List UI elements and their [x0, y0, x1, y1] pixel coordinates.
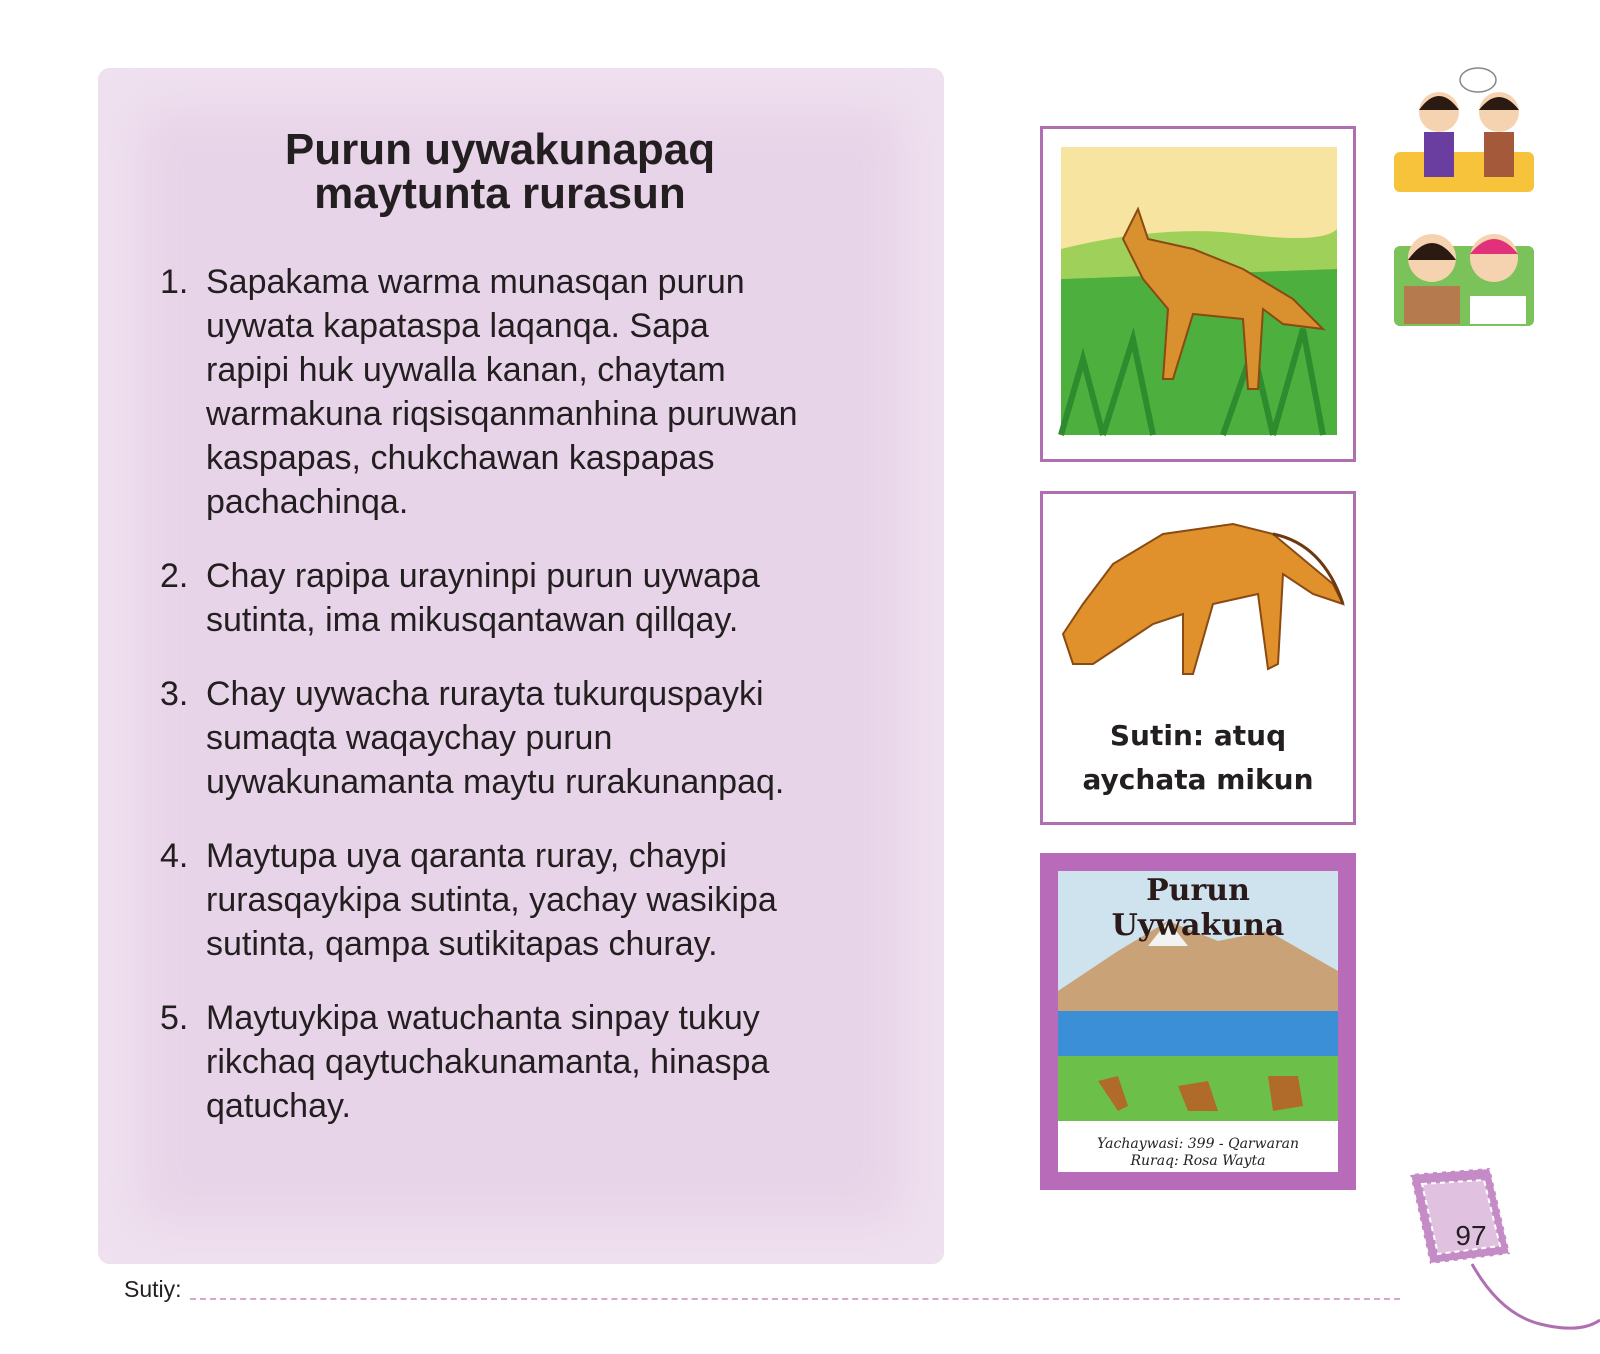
step-line: uywata kapataspa laqanqa. Sapa: [206, 307, 709, 345]
writing-kids-icon: [1394, 216, 1534, 334]
step-line: Sapakama warma munasqan purun: [206, 263, 745, 301]
caption-line: Sutin: atuq: [1109, 719, 1287, 752]
step-line: Chay rapipa urayninpi purun uywapa: [206, 557, 760, 595]
name-writing-line[interactable]: [190, 1298, 1400, 1300]
step-number: 1.: [160, 263, 189, 301]
step-line: rurasqaykipa sutinta, yachay wasikipa: [206, 881, 777, 919]
step-number: 4.: [160, 837, 189, 875]
step-line: sumaqta waqaychay purun: [206, 719, 613, 757]
step-line: Maytupa uya qaranta ruray, chaypi: [206, 837, 727, 875]
fox-howling-card: [1040, 126, 1356, 462]
kite-icon: [1400, 1154, 1600, 1354]
credit-line: Ruraq: Rosa Wayta: [1130, 1153, 1266, 1169]
book-credits: [1058, 1136, 1338, 1170]
page-title: [200, 125, 800, 218]
step-line: uywakunamanta maytu rurakunanpaq.: [206, 763, 785, 801]
step-line: Maytuykipa watuchanta sinpay tukuy: [206, 999, 760, 1037]
instruction-step: [150, 834, 910, 966]
caption-line: aychata mikun: [1082, 763, 1314, 796]
fox-sniffing-card: [1040, 491, 1356, 825]
step-line: kaspapas, chukchawan kaspapas: [206, 439, 715, 477]
step-line: Chay uywacha rurayta tukurquspayki: [206, 675, 764, 713]
instruction-step: [150, 996, 910, 1128]
step-number: 5.: [160, 999, 189, 1037]
instruction-step: [150, 672, 910, 804]
title-line: Purun uywakunapaq: [284, 125, 716, 174]
fox-caption: [1043, 714, 1353, 802]
step-line: rikchaq qaytuchakunamanta, hinaspa: [206, 1043, 770, 1081]
fox-howling-illustration: [1043, 129, 1353, 459]
book-cover-card: [1040, 853, 1356, 1190]
instruction-step: [150, 260, 910, 524]
book-title: Purun Uywakuna: [1111, 873, 1285, 943]
credit-line: Yachaywasi: 399 - Qarwaran: [1096, 1136, 1300, 1152]
instruction-list: [150, 260, 910, 1158]
title-line: maytunta rurasun: [314, 169, 686, 218]
step-line: sutinta, qampa sutikitapas churay.: [206, 925, 718, 963]
page-number: 97: [1455, 1220, 1487, 1251]
step-line: warmakuna riqsisqanmanhina puruwan: [206, 395, 798, 433]
fox-sniffing-illustration: [1043, 494, 1353, 704]
instruction-step: [150, 554, 910, 642]
step-number: 3.: [160, 675, 189, 713]
step-line: qatuchay.: [206, 1087, 351, 1125]
step-number: 2.: [160, 557, 189, 595]
step-line: pachachinqa.: [206, 483, 409, 521]
step-line: sutinta, ima mikusqantawan qillqay.: [206, 601, 739, 639]
name-label: Sutiy:: [124, 1276, 182, 1302]
talking-kids-icon: [1394, 62, 1534, 200]
book-cover: [1058, 871, 1338, 1172]
step-line: rapipi huk uywalla kanan, chaytam: [206, 351, 726, 389]
